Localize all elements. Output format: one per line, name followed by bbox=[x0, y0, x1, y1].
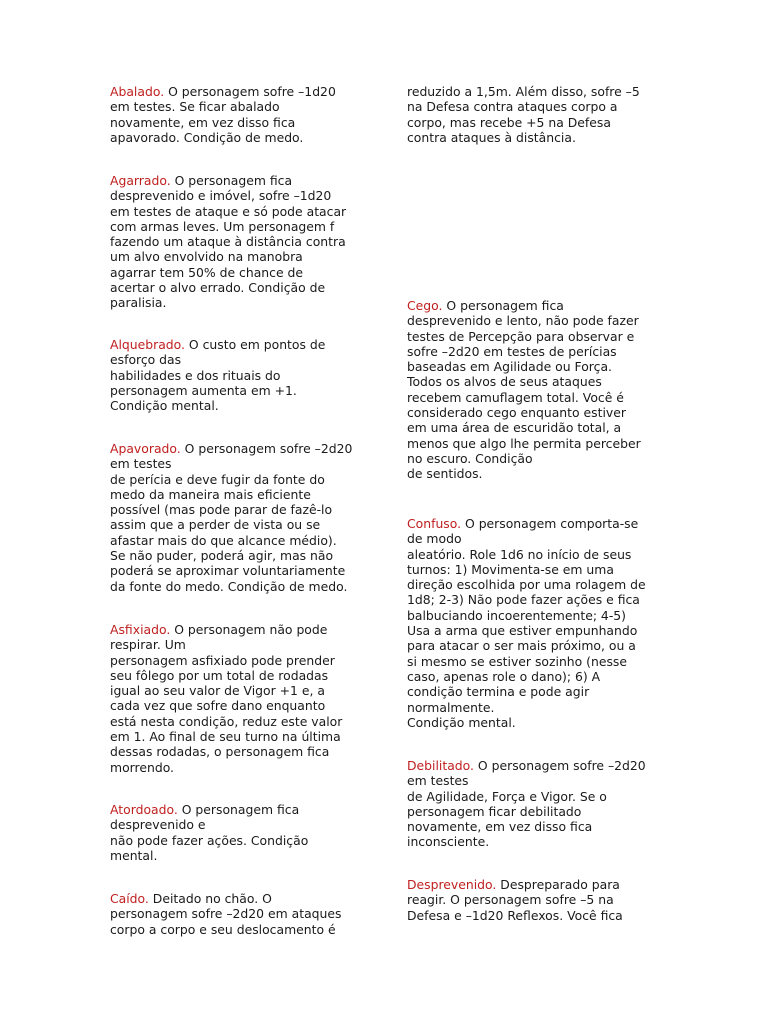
term-caido: Caído. bbox=[110, 891, 149, 906]
entry-cego: Cego. O personagem fica desprevenido e lento, não pode fazer testes de Percepção para observar e sofre –2d20 em testes de perícias baseadas em Agilidade ou Força. Todos os alvos de seus ataques recebem camuflagem total. Você é considerado cego enquanto estiver em uma área de escuridão total, a menos que algo lhe permita perceber no escuro. Condição de sentidos. bbox=[407, 298, 641, 482]
entry-debilitado: Debilitado. O personagem sofre –2d20 em testes de Agilidade, Força e Vigor. Se o personagem ficar debilitado novamente, em vez disso fica inconsciente. bbox=[407, 758, 646, 850]
term-alquebrado: Alquebrado. bbox=[110, 337, 185, 352]
term-debilitado: Debilitado. bbox=[407, 758, 474, 773]
term-asfixiado: Asfixiado. bbox=[110, 622, 171, 637]
term-cego: Cego. bbox=[407, 298, 443, 313]
entry-asfixiado: Asfixiado. O personagem não pode respirar. Um personagem asfixiado pode prender seu fôlego por um total de rodadas igual ao seu valor de Vigor +1 e, a cada vez que sofre dano enquanto está nesta condição, reduz este valor em 1. Ao final de seu turno na última dessas rodadas, o personagem fica morrendo. bbox=[110, 622, 343, 775]
term-desprevenido: Desprevenido. bbox=[407, 877, 497, 892]
term-agarrado: Agarrado. bbox=[110, 173, 171, 188]
entry-caido: Caído. Deitado no chão. O personagem sofre –2d20 em ataques corpo a corpo e seu deslocamento é bbox=[110, 891, 342, 937]
term-apavorado: Apavorado. bbox=[110, 441, 181, 456]
term-abalado: Abalado. bbox=[110, 84, 165, 99]
entry-caido-continued: reduzido a 1,5m. Além disso, sofre –5 na Defesa contra ataques corpo a corpo, mas recebe +5 na Defesa contra ataques à distância. bbox=[407, 84, 640, 145]
entry-alquebrado: Alquebrado. O custo em pontos de esforço das habilidades e dos rituais do personagem aumenta em +1. Condição mental. bbox=[110, 337, 326, 414]
term-atordoado: Atordoado. bbox=[110, 802, 178, 817]
entry-agarrado: Agarrado. O personagem fica desprevenido e imóvel, sofre –1d20 em testes de ataque e só pode atacar com armas leves. Um personagem f fazendo um ataque à distância contra um alvo envolvido na manobra agarrar tem 50% de chance de acertar o alvo errado. Condição de paralisia. bbox=[110, 173, 347, 311]
entry-apavorado: Apavorado. O personagem sofre –2d20 em testes de perícia e deve fugir da fonte do medo da maneira mais eficiente possível (mas pode parar de fazê-lo assim que a perder de vista ou se afastar mais do que alcance médio). Se não puder, poderá agir, mas não poderá se aproximar voluntariamente da fonte do medo. Condição de medo. bbox=[110, 441, 353, 594]
term-confuso: Confuso. bbox=[407, 516, 462, 531]
entry-confuso: Confuso. O personagem comporta-se de modo aleatório. Role 1d6 no início de seus turnos: 1) Movimenta-se em uma direção escolhida por uma rolagem de 1d8; 2-3) Não pode fazer ações e fica balbuciando incoerentemente; 4-5) Usa a arma que estiver empunhando para atacar o ser mais próximo, ou a si mesmo se estiver sozinho (nesse caso, apenas role o dano); 6) A condição termina e pode agir normalmente. Condição mental. bbox=[407, 516, 646, 730]
entry-atordoado: Atordoado. O personagem fica desprevenido e não pode fazer ações. Condição mental. bbox=[110, 802, 309, 863]
entry-desprevenido: Desprevenido. Despreparado para reagir. O personagem sofre –5 na Defesa e –1d20 Reflexos. Você fica bbox=[407, 877, 623, 923]
entry-abalado: Abalado. O personagem sofre –1d20 em testes. Se ficar abalado novamente, em vez disso fica apavorado. Condição de medo. bbox=[110, 84, 336, 145]
